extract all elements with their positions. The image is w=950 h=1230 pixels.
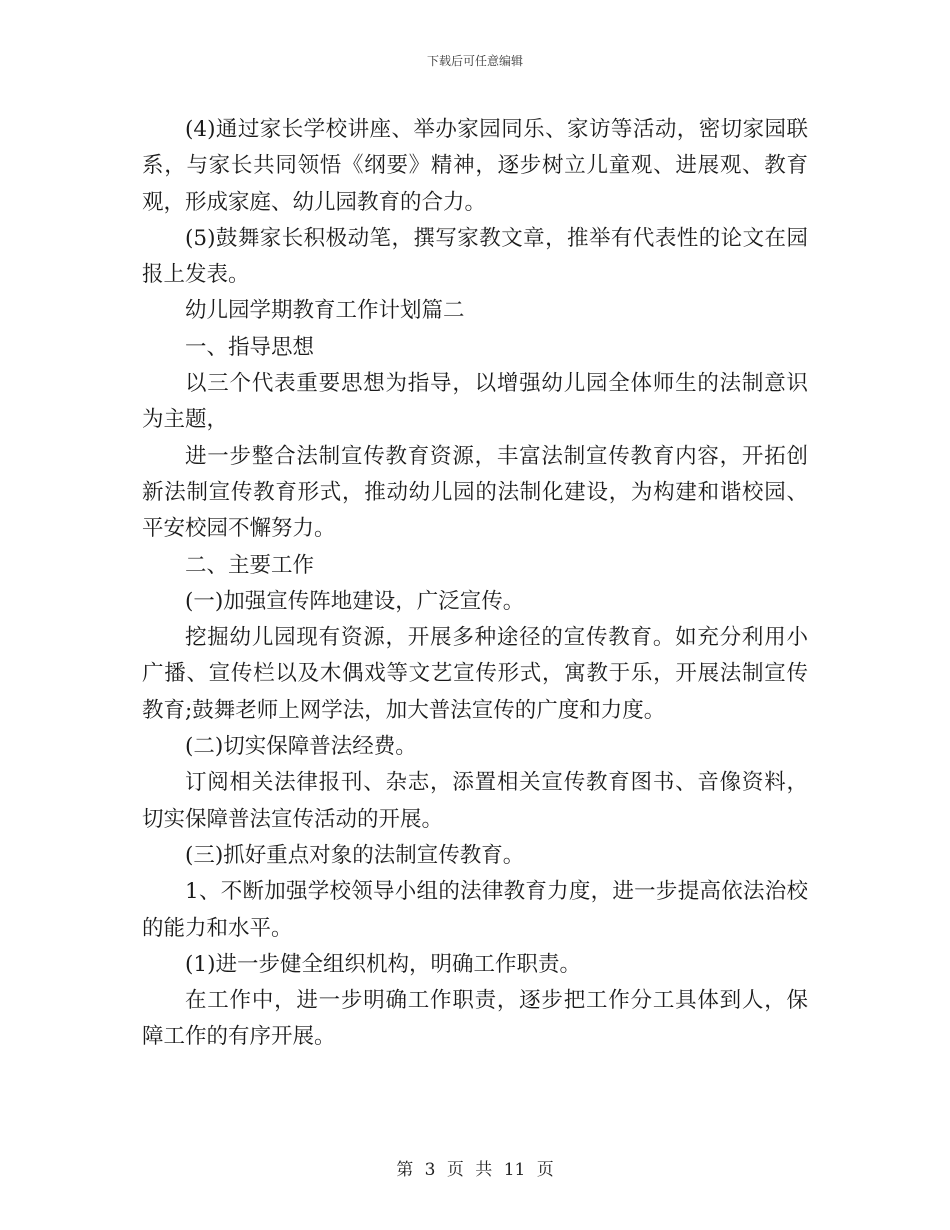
paragraph: (4)通过家长学校讲座、举办家园同乐、家访等活动，密切家园联系，与家长共同领悟《纲要》精神，逐步树立儿童观、进展观、教育观，形成家庭、幼儿园教育的合力。 <box>142 117 808 215</box>
paragraph: 1、不断加强学校领导小组的法律教育力度，进一步提高依法治校的能力和水平。 <box>142 879 808 941</box>
page-number-footer: 第 3 页 共 11 页 <box>396 1160 554 1180</box>
paragraph: 订阅相关法律报刊、杂志，添置相关宣传教育图书、音像资料，切实保障普法宣传活动的开展。 <box>142 770 808 832</box>
page-header-note: 下载后可任意编辑 <box>426 54 523 68</box>
subsection-heading: (三)抓好重点对象的法制宣传教育。 <box>185 842 525 868</box>
paragraph: (5)鼓舞家长积极动笔，撰写家教文章，推举有代表性的论文在园报上发表。 <box>142 225 808 288</box>
paragraph: 挖掘幼儿园现有资源，开展多种途径的宣传教育。如充分利用小广播、宣传栏以及木偶戏等文艺宣传形式，寓教于乐，开展法制宣传教育;鼓舞老师上网学法，加大普法宣传的广度和力度。 <box>142 625 808 723</box>
paragraph: 以三个代表重要思想为指导，以增强幼儿园全体师生的法制意识为主题， <box>142 371 808 433</box>
paragraph: 进一步整合法制宣传教育资源，丰富法制宣传教育内容，开拓创新法制宣传教育形式，推动幼儿园的法制化建设，为构建和谐校园、平安校园不懈努力。 <box>142 443 808 542</box>
subsection-heading: (1)进一步健全组织机构，明确工作职责。 <box>185 951 581 977</box>
document-body <box>142 112 808 1056</box>
subsection-heading: (二)切实保障普法经费。 <box>185 734 417 760</box>
section-title: 幼儿园学期教育工作计划篇二 <box>185 298 465 324</box>
paragraph: 在工作中，进一步明确工作职责，逐步把工作分工具体到人，保障工作的有序开展。 <box>142 988 808 1050</box>
section-heading: 一、指导思想 <box>185 334 315 360</box>
section-heading: 二、主要工作 <box>185 552 315 578</box>
subsection-heading: (一)加强宣传阵地建设，广泛宣传。 <box>185 588 525 614</box>
